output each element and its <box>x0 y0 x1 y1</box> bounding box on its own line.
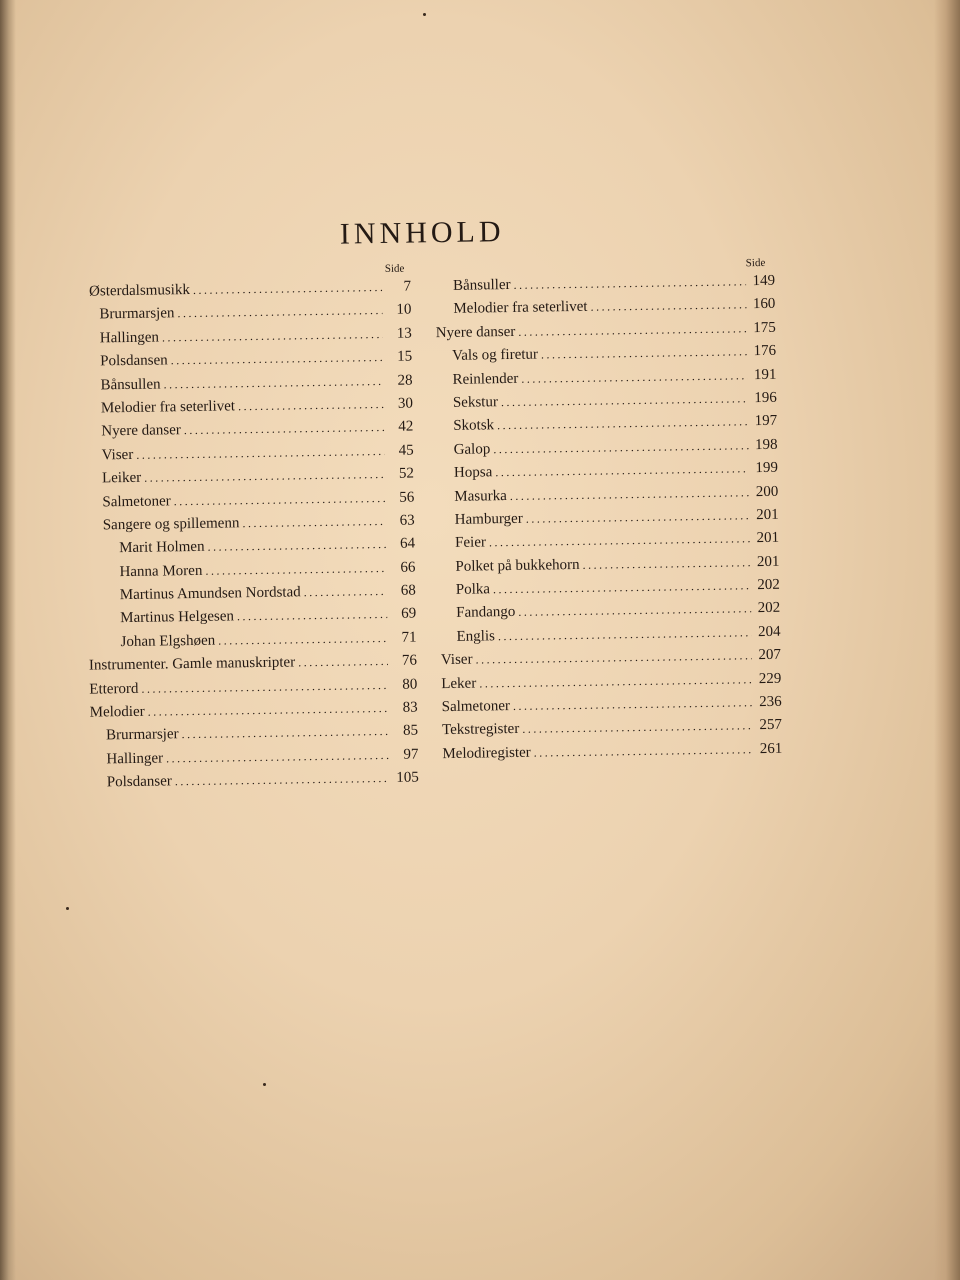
toc-entry-label: Salmetoner <box>441 698 511 716</box>
toc-entry-page: 83 <box>402 699 418 716</box>
toc-entry-page: 199 <box>755 459 779 477</box>
dot-leader <box>298 654 388 670</box>
dot-leader <box>518 602 751 621</box>
dot-leader <box>498 625 752 644</box>
toc-entry-label: Galop <box>453 441 491 458</box>
toc-entry-label: Hamburger <box>454 510 523 528</box>
toc-entry-page: 176 <box>753 342 777 360</box>
dot-leader <box>522 719 753 738</box>
toc-entry-label: Sangere og spillemenn <box>102 515 240 534</box>
dot-leader <box>163 374 383 392</box>
toc-entry-page: 198 <box>754 436 778 453</box>
dot-leader <box>475 648 752 667</box>
dot-leader <box>521 368 747 387</box>
dot-leader <box>479 672 752 691</box>
toc-entry-page: 236 <box>759 693 782 711</box>
toc-right-column <box>435 273 783 769</box>
toc-entry-page: 160 <box>752 296 776 313</box>
toc-entry-page: 105 <box>396 769 419 787</box>
toc-entry-page: 63 <box>399 512 415 529</box>
toc-entry-page: 202 <box>757 600 781 617</box>
toc-entry-page: 261 <box>759 740 783 757</box>
toc-entry-page: 200 <box>755 483 779 500</box>
toc-entry-label: Instrumenter. Gamle manuskripter <box>88 654 296 674</box>
toc-entry-label: Martinus Amundsen Nordstad <box>119 584 301 604</box>
toc-entry-page: 69 <box>401 605 417 623</box>
toc-entry-label: Hanna Moren <box>119 562 203 580</box>
toc-entry-label: Salmetoner <box>102 492 171 510</box>
dot-leader <box>495 461 749 480</box>
toc-entry-label: Nyere danser <box>101 422 181 440</box>
side-label-left: Side <box>384 262 405 275</box>
page-left-edge <box>0 0 16 1280</box>
toc-entry-page: 42 <box>398 418 414 436</box>
dot-leader <box>590 298 746 315</box>
toc-entry-page: 68 <box>400 582 416 599</box>
toc-entry-page: 45 <box>398 442 414 459</box>
toc-entry-label: Martinus Helgesen <box>120 608 235 627</box>
toc-entry-label: Tekstregister <box>441 721 520 739</box>
toc-entry-page: 80 <box>402 676 418 693</box>
table-of-contents <box>62 211 791 822</box>
dot-leader <box>304 584 387 600</box>
toc-entry-label: Fandango <box>456 604 516 622</box>
toc-entry-page: 149 <box>752 272 776 290</box>
dot-leader <box>162 327 383 345</box>
toc-entry-page: 13 <box>396 325 412 342</box>
dot-leader <box>518 321 747 340</box>
paper-speck <box>263 1083 266 1086</box>
toc-entry-page: 202 <box>757 576 780 594</box>
dot-leader <box>184 420 385 438</box>
dot-leader <box>144 467 385 486</box>
toc-entry-page: 201 <box>756 506 779 524</box>
toc-entry-label: Melodier <box>89 703 145 721</box>
dot-leader <box>174 490 386 508</box>
toc-entry-page: 52 <box>398 465 415 482</box>
toc-entry-page: 196 <box>754 389 777 407</box>
toc-entry <box>81 770 419 799</box>
toc-entry-page: 85 <box>402 722 419 740</box>
toc-entry-label: Polket på bukkehorn <box>455 556 580 575</box>
paper-speck <box>66 907 69 910</box>
toc-entry-page: 15 <box>397 348 413 365</box>
dot-leader <box>489 532 750 551</box>
toc-entry-page: 64 <box>399 535 416 553</box>
toc-entry-label: Polsdanser <box>106 773 172 791</box>
toc-entry-label: Hallinger <box>106 750 164 768</box>
toc-entry-page: 30 <box>397 395 414 412</box>
dot-leader <box>501 391 748 410</box>
toc-entry-page: 201 <box>756 553 780 570</box>
dot-leader <box>166 748 390 767</box>
toc-entry-label: Nyere danser <box>435 323 516 341</box>
dot-leader <box>181 724 389 742</box>
dot-leader <box>171 350 384 368</box>
toc-entry-label: Masurka <box>454 487 507 505</box>
dot-leader <box>238 397 384 414</box>
dot-leader <box>193 280 382 298</box>
toc-entry-label: Østerdalsmusikk <box>88 282 191 300</box>
paper-speck <box>423 13 426 16</box>
toc-entry-label: Sekstur <box>452 394 499 411</box>
dot-leader <box>148 701 389 720</box>
toc-entry-label: Brurmarsjen <box>99 305 175 323</box>
toc-entry-page: 66 <box>400 559 416 576</box>
dot-leader <box>218 631 388 649</box>
dot-leader <box>493 438 749 457</box>
toc-entry-label: Leker <box>441 675 477 692</box>
dot-leader <box>242 514 386 531</box>
toc-entry-label: Brurmarsjer <box>105 726 179 744</box>
side-label-right: Side <box>745 256 766 270</box>
dot-leader <box>497 415 748 434</box>
dot-leader <box>541 344 747 362</box>
toc-entry-page: 7 <box>403 278 412 295</box>
toc-entry-page: 197 <box>754 413 778 430</box>
toc-entry-label: Melodier fra seterlivet <box>100 398 236 417</box>
toc-entry-page: 56 <box>399 489 415 506</box>
dot-leader <box>177 303 382 321</box>
dot-leader <box>513 695 753 714</box>
toc-entry-page: 76 <box>401 652 418 669</box>
dot-leader <box>205 561 386 579</box>
toc-entry-label: Viser <box>101 446 134 464</box>
toc-entry-label: Etterord <box>89 680 139 698</box>
dot-leader <box>237 607 387 624</box>
page-title: INNHOLD <box>339 215 505 251</box>
toc-entry-label: Johan Elgshøen <box>120 632 216 650</box>
toc-entry-label: Hopsa <box>453 464 493 481</box>
toc-entry-label: Feier <box>454 534 487 552</box>
toc-entry-label: Melodiregister <box>442 744 531 762</box>
toc-entry-label: Viser <box>440 651 473 669</box>
toc-entry-page: 207 <box>758 647 782 664</box>
toc-entry-page: 10 <box>396 301 412 319</box>
toc-entry-label: Bånsullen <box>100 376 161 393</box>
toc-entry-page: 257 <box>759 717 783 734</box>
dot-leader <box>493 578 751 597</box>
toc-entry-label: Skotsk <box>453 417 495 435</box>
dot-leader <box>534 742 754 760</box>
toc-entry-label: Polka <box>455 581 491 598</box>
dot-leader <box>141 678 388 697</box>
toc-entry-page: 175 <box>753 319 776 336</box>
dot-leader <box>513 274 746 293</box>
toc-entry-page: 28 <box>397 372 413 389</box>
page-right-edge <box>934 0 960 1280</box>
toc-entry-label: Melodier fra seterlivet <box>453 299 588 318</box>
toc-entry-page: 204 <box>757 623 781 640</box>
toc-entry-label: Englis <box>456 628 496 645</box>
dot-leader <box>526 508 750 527</box>
toc-entry-page: 229 <box>758 670 782 687</box>
toc-entry-label: Bånsuller <box>452 276 511 294</box>
dot-leader <box>510 485 750 504</box>
toc-entry-page: 97 <box>403 746 419 763</box>
toc-entry-label: Vals og firetur <box>452 346 539 365</box>
toc-entry-label: Polsdansen <box>100 352 168 370</box>
toc-entry-page: 201 <box>756 530 780 547</box>
dot-leader <box>136 444 385 463</box>
toc-entry-label: Marit Holmen <box>119 539 205 557</box>
toc-entry-label: Hallingen <box>99 329 160 347</box>
toc-entry-page: 191 <box>753 366 777 383</box>
toc-entry <box>442 741 782 770</box>
toc-entry-label: Leiker <box>101 469 142 487</box>
dot-leader <box>207 537 386 555</box>
toc-left-column <box>73 279 419 799</box>
toc-entry-label: Reinlender <box>452 370 519 388</box>
toc-entry-page: 71 <box>401 629 417 646</box>
dot-leader <box>175 771 390 789</box>
dot-leader <box>582 555 750 573</box>
